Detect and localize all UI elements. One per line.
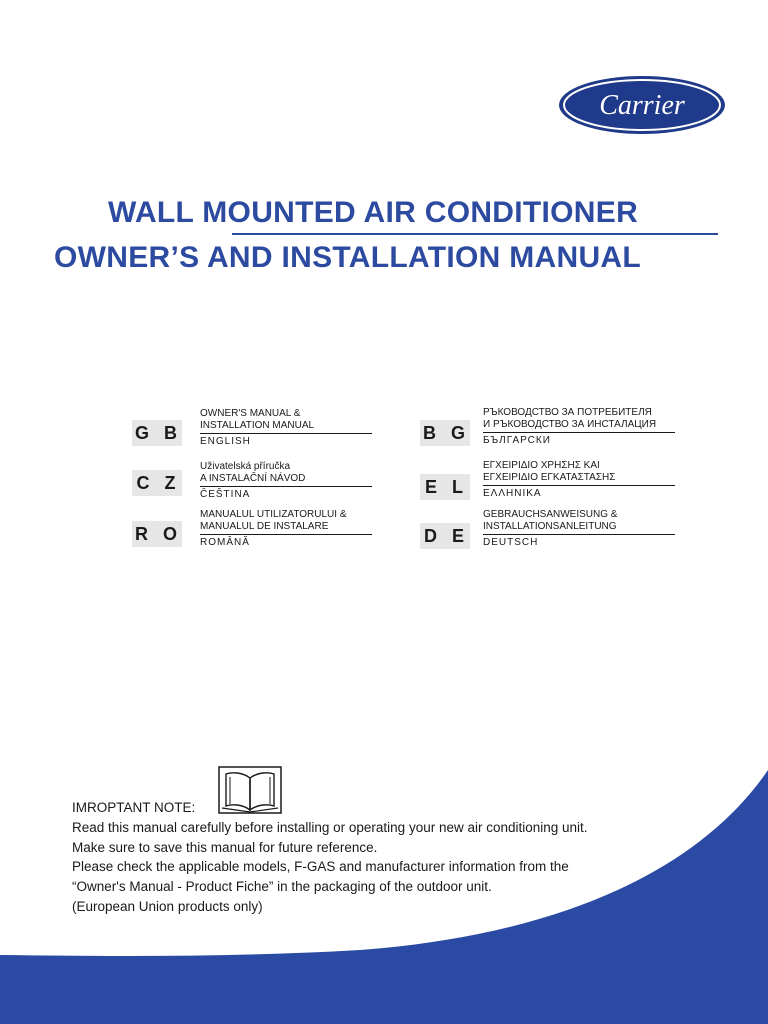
lang-code-bg: B G: [420, 420, 470, 446]
lang-title: [483, 509, 675, 535]
lang-name: БЪЛГАРСКИ: [483, 435, 551, 446]
lang-name: ENGLISH: [200, 436, 251, 447]
lang-name: ROMÂNĂ: [200, 537, 250, 548]
lang-title-line2: ΕΓΧΕΙΡΙΔΙΟ ΕΓΚΑΤΑΣΤΑΣΗΣ: [483, 472, 616, 483]
note-line: (European Union products only): [72, 898, 263, 914]
lang-title-line1: GEBRAUCHSANWEISUNG &: [483, 509, 618, 520]
lang-title: [200, 461, 372, 487]
lang-title-line1: ΕΓΧΕΙΡΙΔΙΟ ΧΡΗΣΗΣ ΚΑΙ: [483, 460, 600, 471]
lang-title-line1: РЪКОВОДСТВО ЗА ПОТРЕБИТЕЛЯ: [483, 407, 652, 418]
lang-code-gb: G B: [132, 420, 182, 446]
note-heading: IMROPTANT NOTE:: [72, 800, 196, 815]
lang-code-cz: C Z: [132, 470, 182, 496]
lang-code-de: D E: [420, 523, 470, 549]
note-line: Please check the applicable models, F-GAS and manufacturer information from the: [72, 859, 569, 875]
lang-title-line2: И РЪКОВОДСТВО ЗА ИНСТАЛАЦИЯ: [483, 419, 657, 430]
lang-name: DEUTSCH: [483, 537, 539, 548]
note-line: Read this manual carefully before installing or operating your new air conditioning unit.: [72, 819, 588, 835]
title-underline: [232, 233, 718, 235]
document-title-line2: OWNER’S AND INSTALLATION MANUAL: [54, 241, 642, 274]
lang-title-line2: INSTALLATIONSANLEITUNG: [483, 521, 617, 532]
lang-entry-english: [200, 408, 372, 447]
lang-entry-bulgarian: [483, 407, 675, 446]
note-line: Make sure to save this manual for future reference.: [72, 839, 378, 855]
lang-title-line2: MANUALUL DE INSTALARE: [200, 521, 329, 532]
important-note: [72, 798, 588, 917]
carrier-logo: [557, 74, 727, 136]
lang-entry-german: [483, 509, 675, 548]
lang-title-line1: Uživatelská příručka: [200, 461, 291, 472]
lang-code-ro: R O: [132, 521, 182, 547]
lang-title: [483, 460, 675, 486]
note-line: “Owner's Manual - Product Fiche” in the packaging of the outdoor unit.: [72, 879, 492, 895]
lang-title-line1: MANUALUL UTILIZATORULUI &: [200, 509, 347, 520]
lang-name: ČEŠTINA: [200, 489, 251, 500]
lang-entry-romanian: [200, 509, 372, 548]
lang-title-line1: OWNER'S MANUAL &: [200, 408, 301, 419]
logo-text: Carrier: [599, 90, 685, 121]
lang-entry-greek: [483, 460, 675, 499]
document-title-line1: WALL MOUNTED AIR CONDITIONER: [108, 196, 639, 229]
lang-name: ΕΛΛΗΝΙΚΑ: [483, 488, 542, 499]
lang-title: [483, 407, 675, 433]
lang-title-line2: A INSTALAČNÍ NÁVOD: [200, 473, 306, 484]
lang-entry-czech: [200, 461, 372, 500]
lang-title: [200, 408, 372, 434]
lang-title-line2: INSTALLATION MANUAL: [200, 420, 315, 431]
lang-code-el: E L: [420, 474, 470, 500]
lang-title: [200, 509, 372, 535]
